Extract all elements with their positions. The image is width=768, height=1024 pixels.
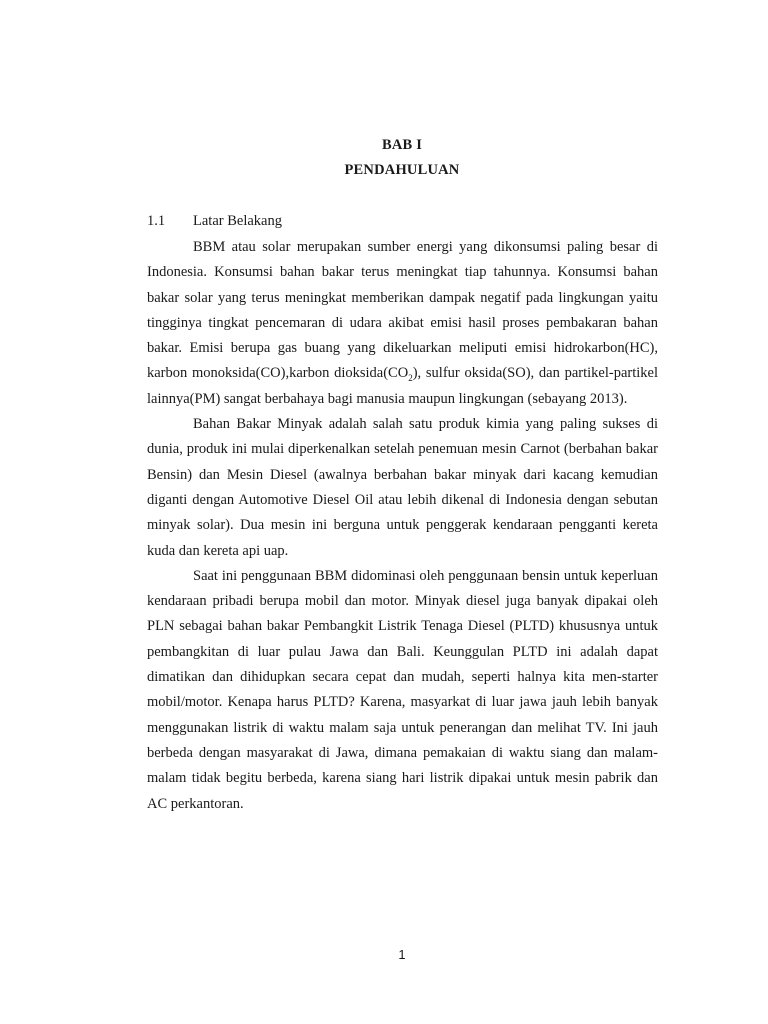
section-number: 1.1 — [147, 213, 166, 229]
section-title: Latar Belakang — [193, 213, 282, 229]
section-heading — [147, 213, 282, 230]
chapter-title: PENDAHULUAN — [344, 162, 460, 178]
paragraph: Bahan Bakar Minyak adalah salah satu produk kimia yang paling sukses di dunia, produk ini mulai diperkenalkan setelah penemuan mesin Carnot (berbahan bakar Bensin) dan Mesin Diesel (awalnya berbahan bakar minyak dari kacang kemudian diganti dengan Automotive Diesel Oil atau lebih dikenal di Indonesia dengan sebutan minyak solar). Dua mesin ini berguna untuk penggerak kendaraan pengganti kereta kuda dan kereta api uap. — [147, 416, 658, 559]
paragraph: Saat ini penggunaan BBM didominasi oleh penggunaan bensin untuk keperluan kendaraan pribadi berupa mobil dan motor. Minyak diesel juga banyak dipakai oleh PLN sebagai bahan bakar Pembangkit Listrik Tenaga Diesel (PLTD) khususnya untuk pembangkitan di luar pulau Jawa dan Bali. Keunggulan PLTD ini adalah dapat dimatikan dan dihidupkan secara cepat dan mudah, seperti halnya kita men-starter mobil/motor. Kenapa harus PLTD? Karena, masyarkat di luar jawa jauh lebih banyak menggunakan listrik di waktu malam saja untuk penerangan dan melihat TV. Ini jauh berbeda dengan masyarakat di Jawa, dimana pemakaian di waktu siang dan malam-malam tidak begitu berbeda, karena siang hari listrik dipakai untuk mesin pabrik dan AC perkantoran. — [147, 567, 658, 812]
page-number: 1 — [398, 947, 406, 962]
paragraph — [147, 235, 658, 412]
body-text — [147, 235, 658, 817]
chapter-heading: BAB I — [381, 137, 423, 153]
paragraph-text: ), sulfur oksida(SO), dan partikel-partikel lainnya(PM) sangat berbahaya bagi manusia maupun lingkungan (sebayang 2013). — [147, 365, 658, 407]
paragraph-text: BBM atau solar merupakan sumber energi yang dikonsumsi paling besar di Indonesia. Konsumsi bahan bakar terus meningkat tiap tahunnya. Konsumsi bahan bakar solar yang terus meningkat memberikan dampak negatif pada lingkungan yaitu tingginya tingkat pencemaran di udara akibat emisi hasil proses pembakaran bahan bakar. Emisi berupa gas buang yang dikeluarkan meliputi emisi hidrokarbon(HC), karbon monoksida(CO),karbon dioksida(CO — [147, 239, 658, 382]
subscript: 2 — [408, 373, 413, 384]
